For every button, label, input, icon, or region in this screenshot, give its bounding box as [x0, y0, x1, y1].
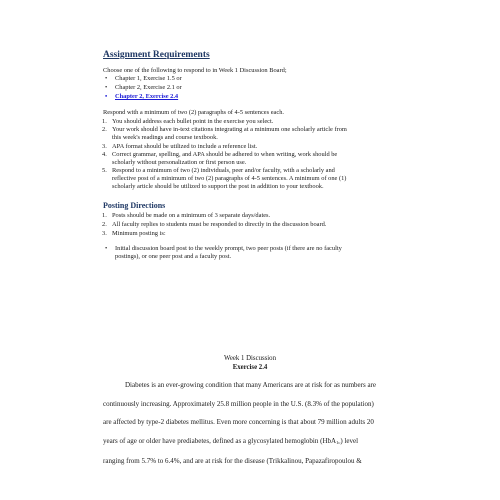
- respond-instruction: Respond with a minimum of two (2) paragraphs of 4-5 sentences each.: [103, 109, 285, 116]
- essay-line: continuously increasing. Approximately 25.8 million people in the U.S. (8.3% of the population): [103, 399, 374, 408]
- requirement-item: 3. APA format should be utilized to include a reference list.: [102, 143, 258, 150]
- requirement-item: 1. You should address each bullet point in the exercise you select.: [102, 118, 274, 125]
- requirement-item: 2. Your work should have in-text citations integrating at a minimum one scholarly article from this week's readings and course textbook.: [102, 126, 347, 141]
- essay-line: ranging from 5.7% to 6.4%, and are at risk for the disease (Trikkalinou, Papazafiropoulou &: [103, 457, 362, 466]
- essay-paragraph: [103, 376, 399, 471]
- posting-item: 2. All faculty replies to students must be responded to directly in the discussion board.: [102, 221, 327, 228]
- requirement-item: 4. Correct grammar, spelling, and APA should be adhered to when writing, work should be scholarly without personalization or first person use.: [102, 151, 338, 166]
- option-item: • Chapter 2, Exercise 2.1 or: [115, 84, 182, 92]
- posting-item: 1. Posts should be made on a minimum of 3 separate days/dates.: [102, 212, 271, 219]
- option-item: • Chapter 1, Exercise 1.5 or: [115, 75, 182, 83]
- posting-item: 3. Minimum posting is:: [102, 230, 166, 237]
- essay-line: Diabetes is an ever-growing condition that many Americans are at risk for as numbers are: [125, 381, 376, 389]
- essay-title: Week 1 Discussion: [224, 355, 276, 362]
- essay-subtitle: Exercise 2.4: [232, 364, 268, 371]
- assignment-intro: Choose one of the following to respond to in Week 1 Discussion Board;: [103, 67, 287, 74]
- option-link-exercise-2-4[interactable]: • Chapter 2, Exercise 2.4: [115, 93, 178, 101]
- assignment-requirements-heading: Assignment Requirements: [103, 50, 210, 60]
- essay-line: are affected by type-2 diabetes mellitus. Even more concerning is that about 79 million adults 20: [103, 418, 374, 427]
- posting-directions-heading: Posting Directions: [103, 201, 166, 210]
- essay-line: years of age or older have prediabetes, defined as a glycosylated hemoglobin (HbA$_{1c}$) level: [103, 436, 359, 445]
- minimum-posting-bullet: • Initial discussion board post to the weekly prompt, two peer posts (if there are no faculty postings), or one peer post and a faculty post.: [115, 245, 397, 261]
- requirement-item: 5. Respond to a minimum of two (2) individuals, peer and/or faculty, with a scholarly and reflective post of a minimum of two (2) paragraphs of 4-5 sentences. A minimum of one (1) scholarly article should be utilized to support the post in addition to your textbook.: [102, 167, 347, 190]
